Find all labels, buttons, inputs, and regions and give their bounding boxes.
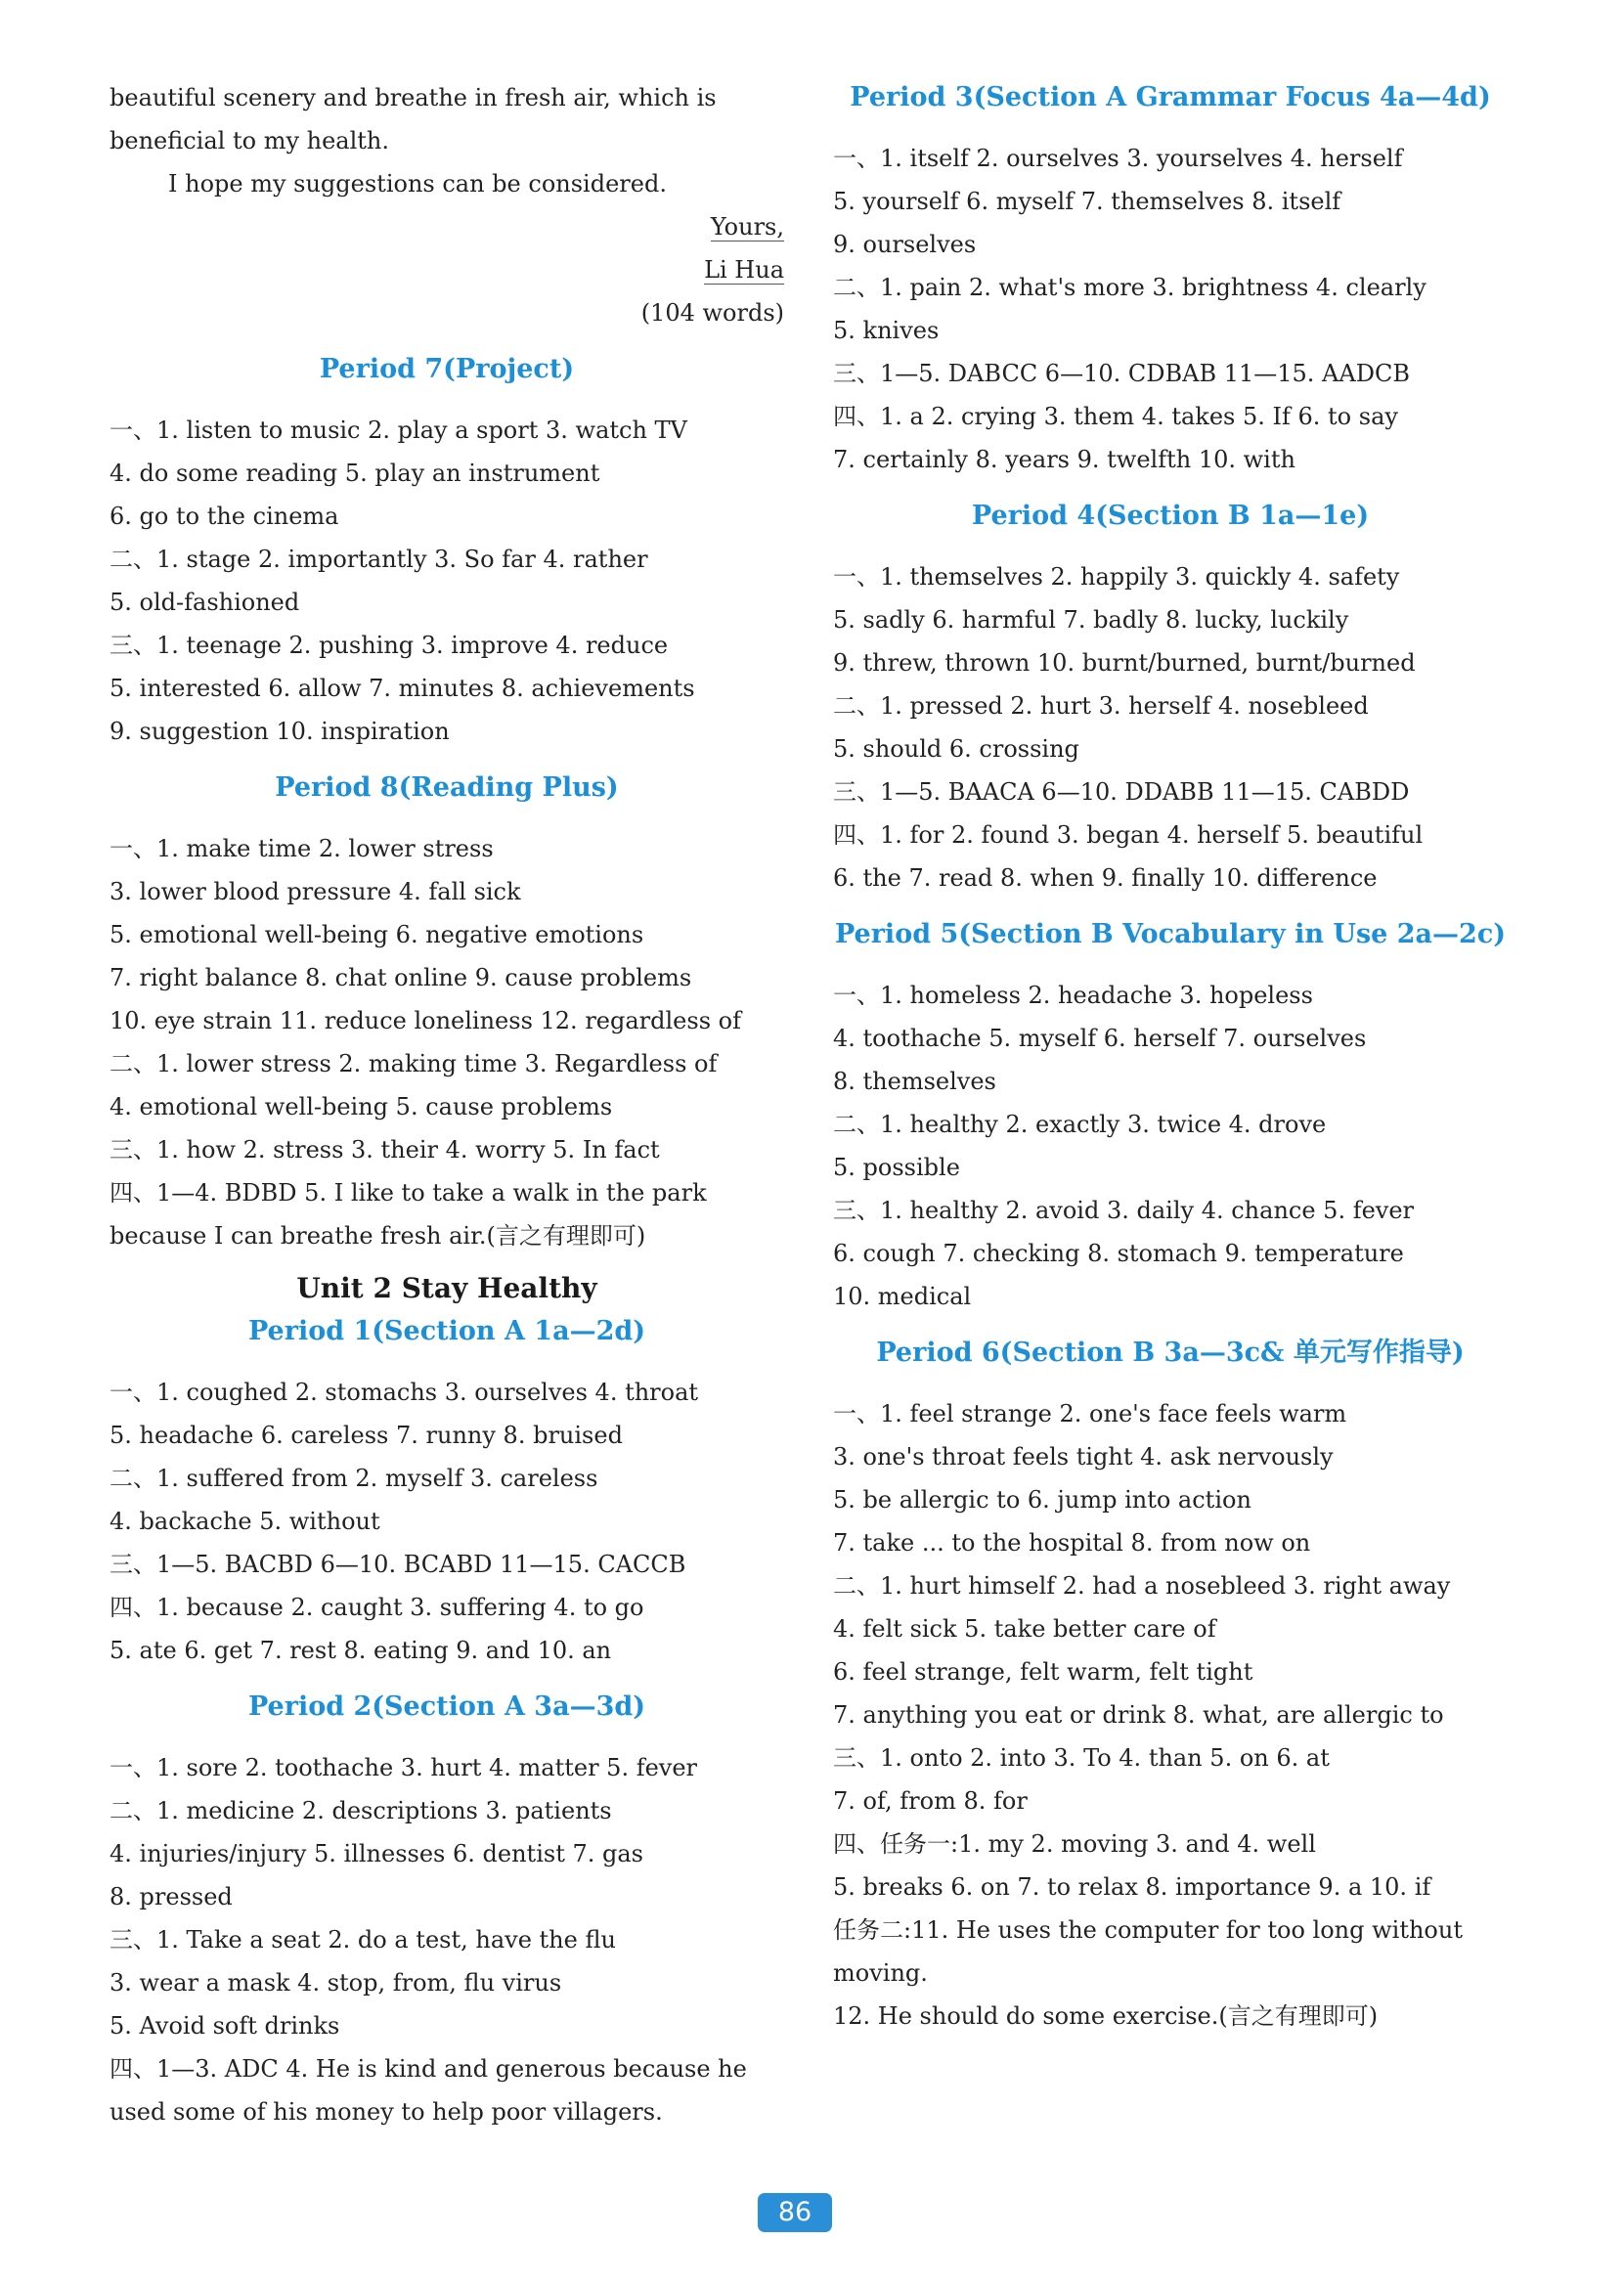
- answer-line: 二、1. healthy 2. exactly 3. twice 4. drove: [833, 1111, 1327, 1138]
- answer-line: 二、1. stage 2. importantly 3. So far 4. rather: [110, 546, 648, 573]
- answer-line: 8. themselves: [833, 1068, 996, 1095]
- answer-line: 4. backache 5. without: [110, 1508, 380, 1535]
- answer-line: 6. cough 7. checking 8. stomach 9. temperature: [833, 1240, 1404, 1267]
- answer-line: 一、1. feel strange 2. one's face feels warm: [833, 1400, 1347, 1427]
- answer-line: 9. suggestion 10. inspiration: [110, 718, 450, 745]
- hope-line: I hope my suggestions can be considered.: [168, 170, 667, 198]
- answer-line: 四、1. for 2. found 3. began 4. herself 5. beautiful: [833, 821, 1424, 849]
- answer-block: [110, 1371, 784, 1672]
- answer-line: 10. medical: [833, 1283, 972, 1310]
- answer-line: 4. felt sick 5. take better care of: [833, 1615, 1216, 1643]
- answer-line: 4. injuries/injury 5. illnesses 6. dentist 7. gas: [110, 1840, 643, 1867]
- section-heading: Period 8(Reading Plus): [275, 772, 619, 803]
- answer-line: 6. the 7. read 8. when 9. finally 10. difference: [833, 864, 1378, 892]
- answer-line: 7. certainly 8. years 9. twelfth 10. with: [833, 446, 1295, 473]
- section-heading: Period 6(Section B 3a—3c& 单元写作指导): [876, 1338, 1465, 1368]
- answer-line: 二、1. suffered from 2. myself 3. careless: [110, 1465, 598, 1492]
- answer-block: [110, 827, 784, 1257]
- answer-block: [110, 1746, 784, 2133]
- answer-line: 一、1. sore 2. toothache 3. hurt 4. matter 5. fever: [110, 1754, 698, 1781]
- section-heading: Period 7(Project): [319, 354, 575, 384]
- answer-line: 4. emotional well-being 5. cause problems: [110, 1093, 613, 1120]
- answer-line: used some of his money to help poor villagers.: [110, 2098, 663, 2126]
- answer-line: 7. take ... to the hospital 8. from now on: [833, 1529, 1311, 1557]
- answer-line: 6. feel strange, felt warm, felt tight: [833, 1658, 1253, 1686]
- answer-line: 四、1—4. BDBD 5. I like to take a walk in the park: [110, 1179, 707, 1207]
- page-number: 86: [758, 2193, 832, 2232]
- answer-line: 9. ourselves: [833, 231, 977, 258]
- answer-line: 二、1. hurt himself 2. had a nosebleed 3. right away: [833, 1572, 1451, 1600]
- answer-line: 7. of, from 8. for: [833, 1787, 1028, 1815]
- section-heading: Period 4(Section B 1a—1e): [971, 501, 1370, 531]
- unit-title: Unit 2 Stay Healthy: [296, 1272, 597, 1304]
- answer-line: 三、1—5. BACBD 6—10. BCABD 11—15. CACCB: [110, 1551, 686, 1578]
- word-count: (104 words): [640, 299, 784, 327]
- answer-line: 任务二:11. He uses the computer for too long without: [833, 1916, 1463, 1944]
- answer-line: 一、1. listen to music 2. play a sport 3. watch TV: [110, 417, 687, 444]
- answer-line: 9. threw, thrown 10. burnt/burned, burnt/burned: [833, 649, 1416, 677]
- answer-block: [833, 137, 1508, 481]
- answer-line: 二、1. lower stress 2. making time 3. Regardless of: [110, 1050, 718, 1077]
- answer-line: 二、1. pressed 2. hurt 3. herself 4. nosebleed: [833, 692, 1369, 720]
- section-heading: Period 2(Section A 3a—3d): [247, 1691, 646, 1722]
- answer-line: 四、1. because 2. caught 3. suffering 4. to go: [110, 1594, 644, 1621]
- answer-block: [110, 409, 784, 753]
- answer-line: 四、任务一:1. my 2. moving 3. and 4. well: [833, 1830, 1316, 1858]
- answer-line: 5. be allergic to 6. jump into action: [833, 1486, 1251, 1514]
- answer-line: 5. Avoid soft drinks: [110, 2012, 340, 2040]
- left-column: [110, 76, 784, 2133]
- answer-line: 四、1. a 2. crying 3. them 4. takes 5. If 6. to say: [833, 403, 1398, 430]
- answer-line: 5. headache 6. careless 7. runny 8. bruised: [110, 1422, 623, 1449]
- answer-line: 5. breaks 6. on 7. to relax 8. importance 9. a 10. if: [833, 1873, 1431, 1901]
- answer-line: 二、1. medicine 2. descriptions 3. patients: [110, 1797, 612, 1824]
- section-heading: Period 3(Section A Grammar Focus 4a—4d): [850, 82, 1491, 112]
- answer-line: 5. interested 6. allow 7. minutes 8. achievements: [110, 675, 695, 702]
- answer-line: 3. one's throat feels tight 4. ask nervously: [833, 1443, 1334, 1471]
- answer-line: 一、1. themselves 2. happily 3. quickly 4. safety: [833, 563, 1400, 591]
- answer-block: [833, 555, 1508, 900]
- answer-line: 7. anything you eat or drink 8. what, are allergic to: [833, 1701, 1444, 1729]
- answer-line: 4. do some reading 5. play an instrument: [110, 460, 600, 487]
- answer-line: 三、1—5. BAACA 6—10. DDABB 11—15. CABDD: [833, 778, 1410, 806]
- answer-line: 三、1—5. DABCC 6—10. CDBAB 11—15. AADCB: [833, 360, 1410, 387]
- answer-line: 一、1. make time 2. lower stress: [110, 835, 494, 862]
- answer-line: 4. toothache 5. myself 6. herself 7. ourselves: [833, 1025, 1367, 1052]
- answer-line: 10. eye strain 11. reduce loneliness 12. regardless of: [110, 1007, 741, 1034]
- answer-line: 一、1. coughed 2. stomachs 3. ourselves 4. throat: [110, 1379, 699, 1406]
- sign-off: Yours,: [710, 213, 784, 241]
- answer-line: 一、1. itself 2. ourselves 3. yourselves 4. herself: [833, 145, 1403, 172]
- answer-line: 5. knives: [833, 317, 940, 344]
- signature: Li Hua: [704, 256, 784, 284]
- section-heading: Period 1(Section A 1a—2d): [247, 1316, 646, 1346]
- answer-line: 二、1. pain 2. what's more 3. brightness 4. clearly: [833, 274, 1426, 301]
- answer-block: [833, 974, 1508, 1318]
- answer-line: 三、1. teenage 2. pushing 3. improve 4. reduce: [110, 632, 669, 659]
- answer-line: 一、1. homeless 2. headache 3. hopeless: [833, 982, 1313, 1009]
- answer-line: 三、1. onto 2. into 3. To 4. than 5. on 6. at: [833, 1744, 1330, 1772]
- answer-line: 5. emotional well-being 6. negative emotions: [110, 921, 644, 948]
- answer-line: 6. go to the cinema: [110, 503, 339, 530]
- answer-line: moving.: [833, 1959, 928, 1987]
- section-heading: Period 5(Section B Vocabulary in Use 2a—2c): [834, 919, 1507, 949]
- answer-block: [833, 1392, 1508, 2038]
- answer-line: 5. should 6. crossing: [833, 735, 1079, 763]
- intro-paragraph: beautiful scenery and breathe in fresh air, which is beneficial to my health.: [110, 84, 717, 154]
- answer-line: 3. lower blood pressure 4. fall sick: [110, 878, 521, 905]
- answer-line: 三、1. healthy 2. avoid 3. daily 4. chance 5. fever: [833, 1197, 1415, 1224]
- answer-line: 三、1. how 2. stress 3. their 4. worry 5. In fact: [110, 1136, 660, 1163]
- answer-line: 12. He should do some exercise.(言之有理即可): [833, 2002, 1379, 2030]
- answer-line: because I can breathe fresh air.(言之有理即可): [110, 1222, 646, 1250]
- answer-line: 三、1. Take a seat 2. do a test, have the flu: [110, 1926, 616, 1954]
- answer-line: 5. old-fashioned: [110, 589, 300, 616]
- answer-line: 5. sadly 6. harmful 7. badly 8. lucky, luckily: [833, 606, 1349, 634]
- answer-line: 5. possible: [833, 1154, 960, 1181]
- answer-line: 3. wear a mask 4. stop, from, flu virus: [110, 1969, 562, 1997]
- answer-line: 8. pressed: [110, 1883, 233, 1910]
- right-column: [833, 76, 1508, 2038]
- answer-line: 四、1—3. ADC 4. He is kind and generous because he: [110, 2055, 747, 2083]
- answer-line: 5. ate 6. get 7. rest 8. eating 9. and 10. an: [110, 1637, 612, 1664]
- answer-line: 7. right balance 8. chat online 9. cause problems: [110, 964, 692, 991]
- answer-line: 5. yourself 6. myself 7. themselves 8. itself: [833, 188, 1341, 215]
